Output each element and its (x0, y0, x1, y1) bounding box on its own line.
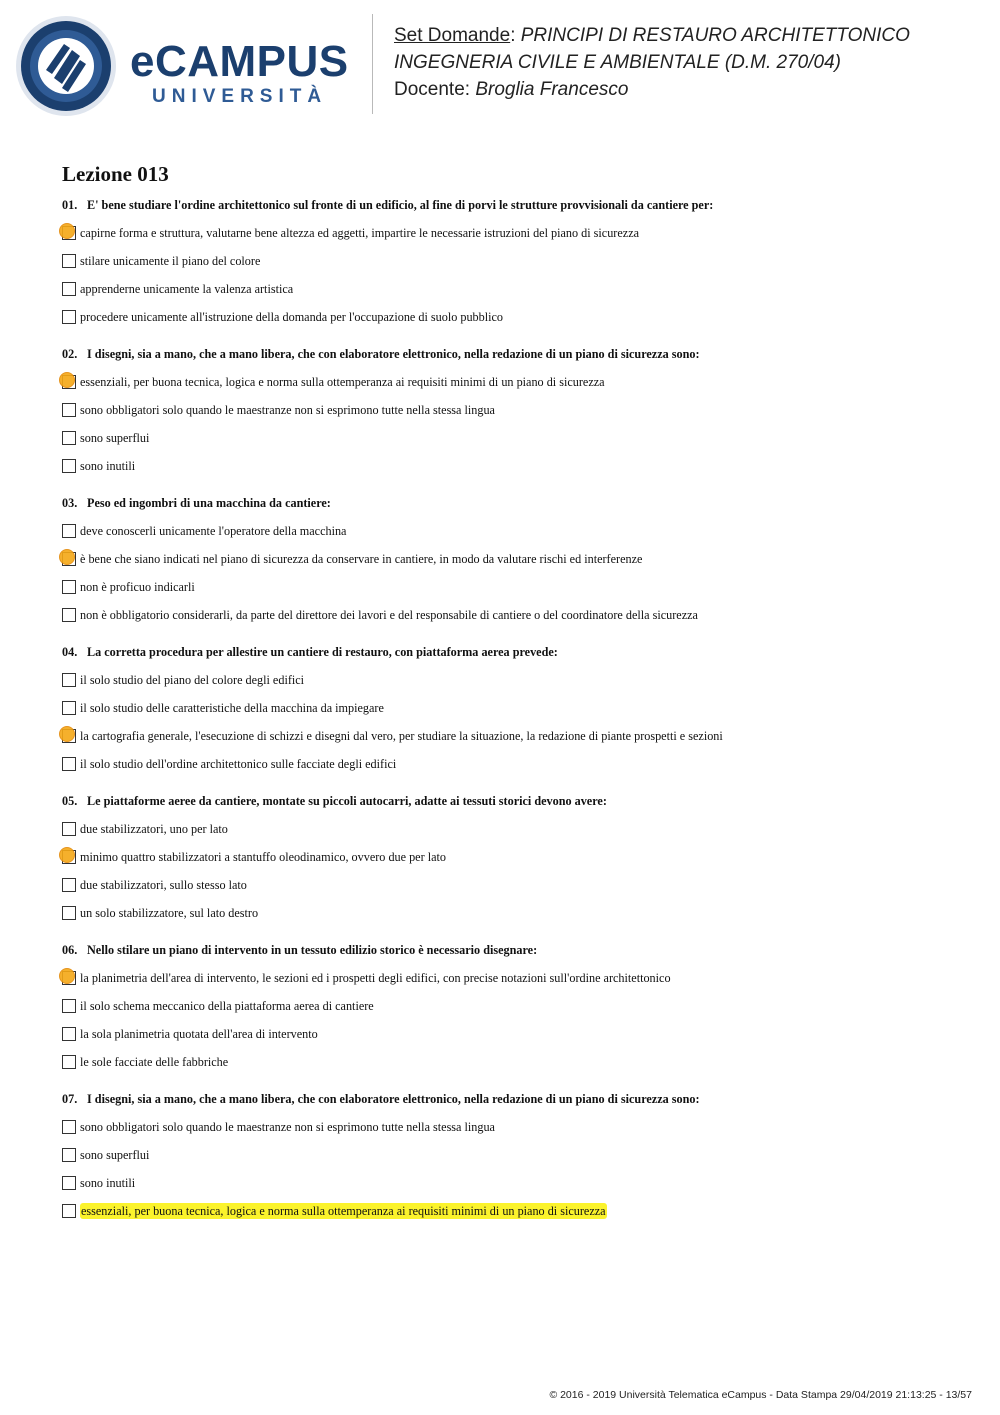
answer-option (62, 1113, 982, 1141)
answer-option (62, 815, 982, 843)
question-6 (62, 941, 982, 1076)
checkbox[interactable] (62, 254, 76, 268)
set-line: Set Domande: PRINCIPI DI RESTAURO ARCHITETTONICO (394, 25, 910, 46)
option-text: il solo schema meccanico della piattaforma aerea di cantiere (80, 999, 374, 1013)
option-text: un solo stabilizzatore, sul lato destro (80, 906, 259, 920)
question-list (62, 196, 982, 1239)
option-text: apprenderne unicamente la valenza artistica (80, 282, 294, 296)
checkbox[interactable] (62, 431, 76, 445)
checkbox[interactable] (62, 459, 76, 473)
checkbox[interactable] (62, 1204, 76, 1218)
option-text: sono inutili (80, 1176, 136, 1190)
ecampus-logo (14, 14, 118, 118)
answer-option (62, 992, 982, 1020)
checkbox[interactable] (62, 757, 76, 771)
question-number: 05. (62, 794, 78, 808)
ecampus-wordmark (130, 37, 360, 110)
answer-mark-icon (59, 223, 75, 239)
checkbox[interactable] (62, 403, 76, 417)
answer-option (62, 452, 982, 480)
answer-option (62, 871, 982, 899)
question-number: 07. (62, 1092, 78, 1106)
question-number: 04. (62, 645, 78, 659)
answer-option (62, 694, 982, 722)
option-text: non è obbligatorio considerarli, da parte del direttore dei lavori e del responsabile di cantiere o del coordinatore della sicurezza (80, 608, 698, 622)
checkbox[interactable] (62, 906, 76, 920)
checkbox[interactable] (62, 878, 76, 892)
checkbox[interactable] (62, 375, 76, 389)
question-number: 03. (62, 496, 78, 510)
checkbox[interactable] (62, 524, 76, 538)
option-text: il solo studio delle caratteristiche della macchina da impiegare (80, 701, 384, 715)
question-label: Le piattaforme aeree da cantiere, montate su piccoli autocarri, adatte ai tessuti storici devono avere: (87, 794, 607, 808)
answer-option (62, 368, 982, 396)
logo-text: eCAMPUS (130, 37, 349, 86)
option-text: la cartografia generale, l'esecuzione di schizzi e disegni dal vero, per studiare la situazione, la redazione di piante prospetti e sezioni (80, 729, 723, 743)
question-label: I disegni, sia a mano, che a mano libera, che con elaboratore elettronico, nella redazione di un piano di sicurezza sono: (87, 347, 700, 361)
answer-option (62, 573, 982, 601)
question-text (62, 792, 982, 810)
answer-option (62, 843, 982, 871)
option-text: il solo studio dell'ordine architettonico sulle facciate degli edifici (80, 757, 397, 771)
answer-option (62, 1020, 982, 1048)
answer-option (62, 219, 982, 247)
option-text: due stabilizzatori, uno per lato (80, 822, 228, 836)
checkbox[interactable] (62, 1027, 76, 1041)
answer-option (62, 1141, 982, 1169)
question-label: Peso ed ingombri di una macchina da cantiere: (87, 496, 331, 510)
answer-option (62, 601, 982, 629)
question-1 (62, 196, 982, 331)
question-text (62, 941, 982, 959)
checkbox[interactable] (62, 701, 76, 715)
question-text (62, 1090, 982, 1108)
answer-option (62, 964, 982, 992)
set-info (394, 22, 984, 103)
question-5 (62, 792, 982, 927)
option-text: la planimetria dell'area di intervento, le sezioni ed i prospetti degli edifici, con precise notazioni sull'ordine architettonico (80, 971, 671, 985)
answer-option (62, 424, 982, 452)
checkbox[interactable] (62, 282, 76, 296)
answer-option (62, 247, 982, 275)
question-label: La corretta procedura per allestire un cantiere di restauro, con piattaforma aerea prevede: (87, 645, 558, 659)
question-4 (62, 643, 982, 778)
checkbox[interactable] (62, 226, 76, 240)
checkbox[interactable] (62, 850, 76, 864)
answer-option (62, 1048, 982, 1076)
answer-option (62, 1197, 982, 1225)
set-label: Set Domande (394, 25, 511, 46)
course-line-1: PRINCIPI DI RESTAURO ARCHITETTONICO (520, 25, 910, 46)
option-text: minimo quattro stabilizzatori a stantuffo oleodinamico, ovvero due per lato (80, 850, 446, 864)
checkbox[interactable] (62, 552, 76, 566)
answer-mark-icon (59, 726, 75, 742)
option-text: sono obbligatori solo quando le maestranze non si esprimono tutte nella stessa lingua (80, 1120, 495, 1134)
checkbox[interactable] (62, 580, 76, 594)
question-7 (62, 1090, 982, 1225)
option-text: capirne forma e struttura, valutarne bene altezza ed aggetti, impartire le necessarie istruzioni del piano di sicurezza (80, 226, 640, 240)
question-text (62, 196, 982, 214)
option-text: stilare unicamente il piano del colore (80, 254, 261, 268)
page-header (0, 0, 1000, 130)
logo-subtext: UNIVERSITÀ (152, 86, 328, 107)
answer-mark-icon (59, 372, 75, 388)
question-label: I disegni, sia a mano, che a mano libera, che con elaboratore elettronico, nella redazione di un piano di sicurezza sono: (87, 1092, 700, 1106)
checkbox[interactable] (62, 1055, 76, 1069)
checkbox[interactable] (62, 999, 76, 1013)
question-2 (62, 345, 982, 480)
teacher-line (394, 76, 984, 103)
checkbox[interactable] (62, 1120, 76, 1134)
answer-option (62, 275, 982, 303)
answer-option (62, 396, 982, 424)
question-text (62, 345, 982, 363)
checkbox[interactable] (62, 1148, 76, 1162)
answer-option (62, 899, 982, 927)
answer-option (62, 303, 982, 331)
teacher-name: Broglia Francesco (475, 79, 629, 100)
page-footer: © 2016 - 2019 Università Telematica eCampus - Data Stampa 29/04/2019 21:13:25 - 13/57 (549, 1389, 972, 1401)
option-text: le sole facciate delle fabbriche (80, 1055, 229, 1069)
checkbox[interactable] (62, 310, 76, 324)
option-text: essenziali, per buona tecnica, logica e norma sulla ottemperanza ai requisiti minimi di un piano di sicurezza (80, 375, 605, 389)
lesson-title: Lezione 013 (62, 162, 169, 186)
option-text: sono inutili (80, 459, 136, 473)
checkbox[interactable] (62, 1176, 76, 1190)
question-label: E' bene studiare l'ordine architettonico sul fronte di un edificio, al fine di porvi le strutture provvisionali da cantiere per: (87, 198, 714, 212)
question-number: 01. (62, 198, 78, 212)
option-text: sono superflui (80, 431, 150, 445)
answer-mark-icon (59, 847, 75, 863)
answer-option (62, 722, 982, 750)
highlighted-option-text: essenziali, per buona tecnica, logica e norma sulla ottemperanza ai requisiti minimi di un piano di sicurezza (81, 1204, 606, 1218)
course-line-2: INGEGNERIA CIVILE E AMBIENTALE (D.M. 270/04) (394, 52, 841, 73)
answer-option (62, 545, 982, 573)
question-text (62, 494, 982, 512)
checkbox[interactable] (62, 608, 76, 622)
option-text: procedere unicamente all'istruzione della domanda per l'occupazione di suolo pubblico (80, 310, 504, 324)
answer-mark-icon (59, 968, 75, 984)
option-text: due stabilizzatori, sullo stesso lato (80, 878, 247, 892)
option-text: sono superflui (80, 1148, 150, 1162)
checkbox[interactable] (62, 673, 76, 687)
option-text: deve conoscerli unicamente l'operatore della macchina (80, 524, 347, 538)
checkbox[interactable] (62, 822, 76, 836)
teacher-label: Docente: (394, 79, 471, 100)
option-text: il solo studio del piano del colore degli edifici (80, 673, 305, 687)
question-label: Nello stilare un piano di intervento in un tessuto edilizio storico è necessario disegnare: (87, 943, 538, 957)
answer-option (62, 750, 982, 778)
question-number: 06. (62, 943, 78, 957)
answer-option (62, 1169, 982, 1197)
answer-mark-icon (59, 549, 75, 565)
answer-option (62, 517, 982, 545)
option-text: la sola planimetria quotata dell'area di intervento (80, 1027, 318, 1041)
option-text: sono obbligatori solo quando le maestranze non si esprimono tutte nella stessa lingua (80, 403, 495, 417)
question-text (62, 643, 982, 661)
option-text: è bene che siano indicati nel piano di sicurezza da conservare in cantiere, in modo da valutare rischi ed interferenze (80, 552, 643, 566)
header-divider (372, 14, 373, 114)
checkbox[interactable] (62, 971, 76, 985)
option-text: non è proficuo indicarli (80, 580, 195, 594)
checkbox[interactable] (62, 729, 76, 743)
question-number: 02. (62, 347, 78, 361)
answer-option (62, 666, 982, 694)
question-3 (62, 494, 982, 629)
